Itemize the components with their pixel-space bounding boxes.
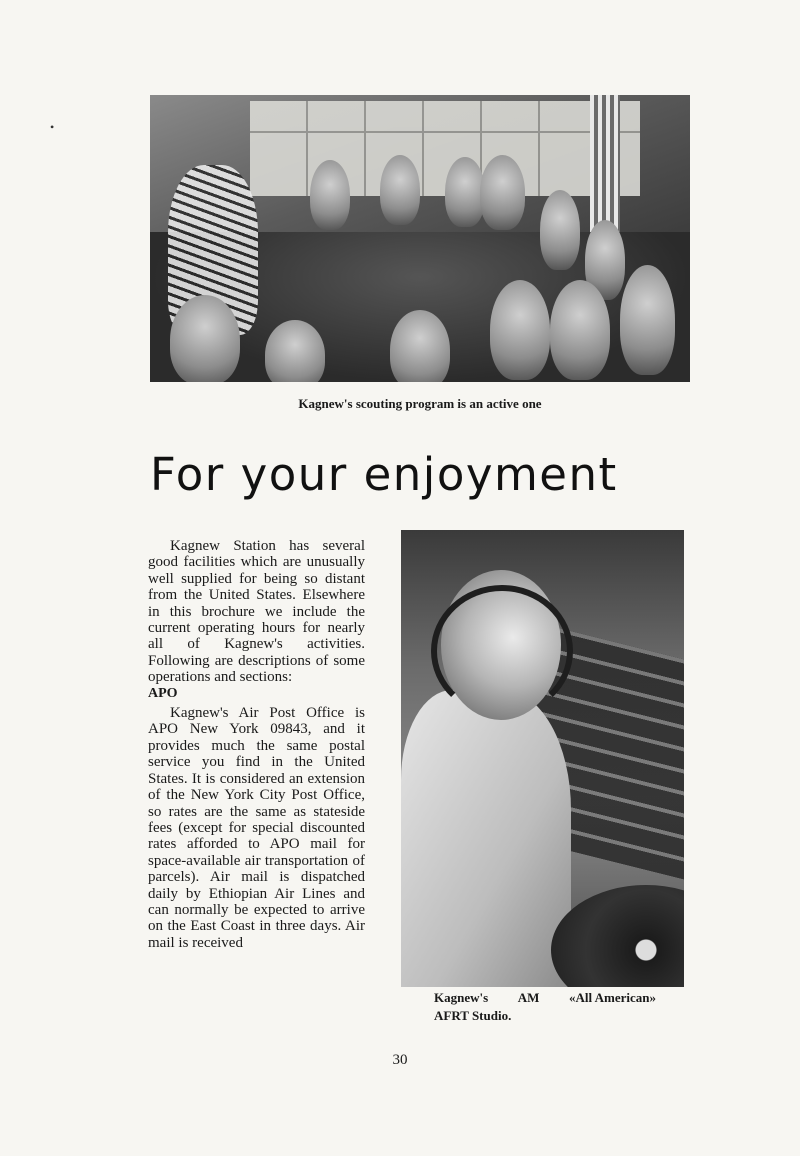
caption-line-2: AFRT Studio. <box>434 1008 512 1023</box>
scout-figure <box>390 310 450 382</box>
apo-paragraph: Kagnew's Air Post Office is APO New York 09843, and it provides much the same postal service you find in the United States. It is considered an extension of the New York City Post Office, so rates are the same as stateside fees (except for special discounted rates afforded to APO mail for space-available air transportation of parcels). Air mail is dispatched daily by Ethiopian Air Lines and can normally be expected to arrive on the East Coast in three days. Air mail is received <box>148 705 365 951</box>
headset-icon <box>431 585 573 717</box>
caption-word-kagnew: Kagnew's <box>434 990 489 1005</box>
announcer-shirt <box>401 690 571 987</box>
scout-figure <box>550 280 610 380</box>
page-number: 30 <box>392 1052 408 1068</box>
body-text-column <box>148 538 365 951</box>
scout-figure <box>540 190 580 270</box>
scout-figure <box>170 295 240 382</box>
scout-figure <box>490 280 550 380</box>
page-headline: For your enjoyment <box>150 448 618 501</box>
radio-studio-photo <box>401 530 684 987</box>
section-heading-apo: APO <box>148 685 178 701</box>
scout-figure <box>310 160 350 230</box>
scout-figure <box>380 155 420 225</box>
caption-word-am: AM <box>517 990 540 1005</box>
scout-figure <box>445 157 485 227</box>
intro-paragraph: Kagnew Station has several good facilities which are unusually well supplied for being so distant from the United States. Elsewhere in this brochure we include the current operating hours for nearly all of Kagnew's activities. Following are descriptions of some operations and sections: <box>148 538 365 686</box>
scout-figure <box>480 155 525 230</box>
caption-word-all-american: «All American» <box>568 990 656 1005</box>
page-mark: • <box>50 120 55 134</box>
scouting-photo-caption: Kagnew's scouting program is an active one <box>298 396 542 411</box>
caption-line-1 <box>434 989 656 1007</box>
flag <box>590 95 620 235</box>
scout-figure <box>265 320 325 382</box>
radio-photo-caption <box>434 989 656 1025</box>
scouting-photo <box>150 95 690 382</box>
scout-figure <box>620 265 675 375</box>
